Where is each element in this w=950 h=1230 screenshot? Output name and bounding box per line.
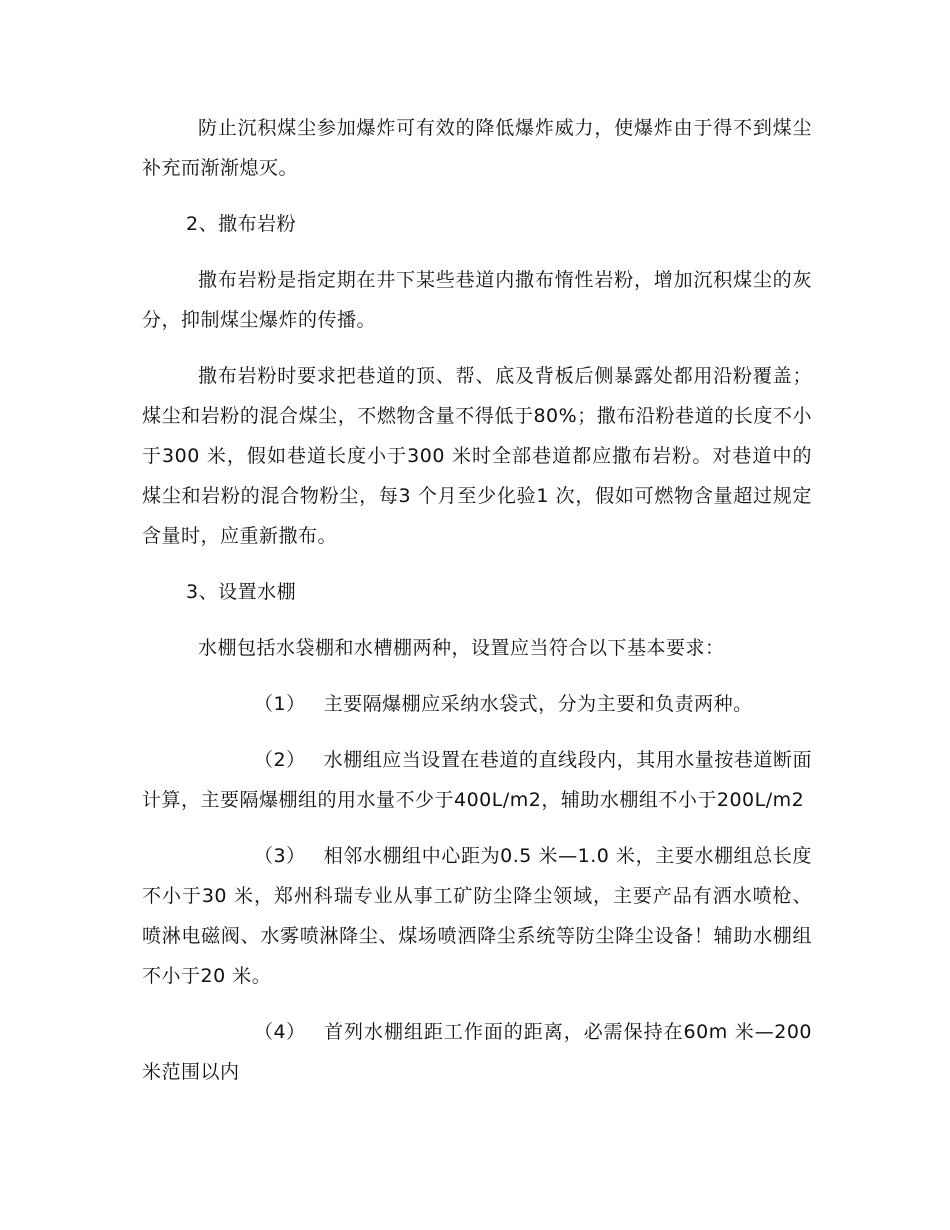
paragraph-rock-dust-definition: 撒布岩粉是指定期在井下某些巷道内撒布惰性岩粉，增加沉积煤尘的灰分，抑制煤尘爆炸的传播。 — [142, 269, 812, 331]
list-item-2 — [142, 740, 812, 820]
paragraph-water-shed-intro: 水棚包括水袋棚和水槽棚两种，设置应当符合以下基本要求： — [198, 637, 725, 659]
list-item-text: 相邻水棚组中心距为0.5 米—1.0 米，主要水棚组总长度不小于30 米，郑州科瑞专业从事工矿防尘降尘领域，主要产品有洒水喷枪、喷淋电磁阀、水雾喷淋降尘、煤场喷洒降尘系统等防尘降尘设备！辅助水棚组不小于20 米。 — [142, 845, 812, 987]
list-item-4 — [142, 1012, 812, 1092]
list-item-number: （2） — [254, 749, 306, 771]
list-item-number: （1） — [254, 693, 306, 715]
paragraph-coal-dust-suppression: 防止沉积煤尘参加爆炸可有效的降低爆炸威力，使爆炸由于得不到煤尘补充而渐渐熄灭。 — [142, 117, 812, 179]
list-item-text: 水棚组应当设置在巷道的直线段内，其用水量按巷道断面计算，主要隔爆棚组的用水量不少于400L/m2，辅助水棚组不小于200L/m2 — [142, 749, 812, 811]
document-body — [142, 108, 812, 1108]
list-item-3 — [142, 836, 812, 996]
section-heading-water-shed: 3、设置水棚 — [186, 581, 297, 603]
paragraph-rock-dust-requirements: 撒布岩粉时要求把巷道的顶、帮、底及背板后侧暴露处都用沿粉覆盖；煤尘和岩粉的混合煤尘，不燃物含量不得低于80%；撒布沿粉巷道的长度不小于300 米，假如巷道长度小于300 米时全部巷道都应撒布岩粉。对巷道中的煤尘和岩粉的混合物粉尘，每3 个月至少化验1 次，假如可燃物含量超过规定含量时，应重新撒布。 — [142, 365, 812, 547]
list-item-text: 首列水棚组距工作面的距离，必需保持在60m 米—200 米范围以内 — [142, 1021, 812, 1083]
section-heading-spread-rock-dust: 2、撒布岩粉 — [186, 213, 297, 235]
list-item-1 — [142, 684, 812, 724]
list-item-number: （4） — [254, 1021, 306, 1043]
list-item-text: 主要隔爆棚应采纳水袋式，分为主要和负责两种。 — [323, 693, 753, 715]
list-item-number: （3） — [254, 845, 306, 867]
